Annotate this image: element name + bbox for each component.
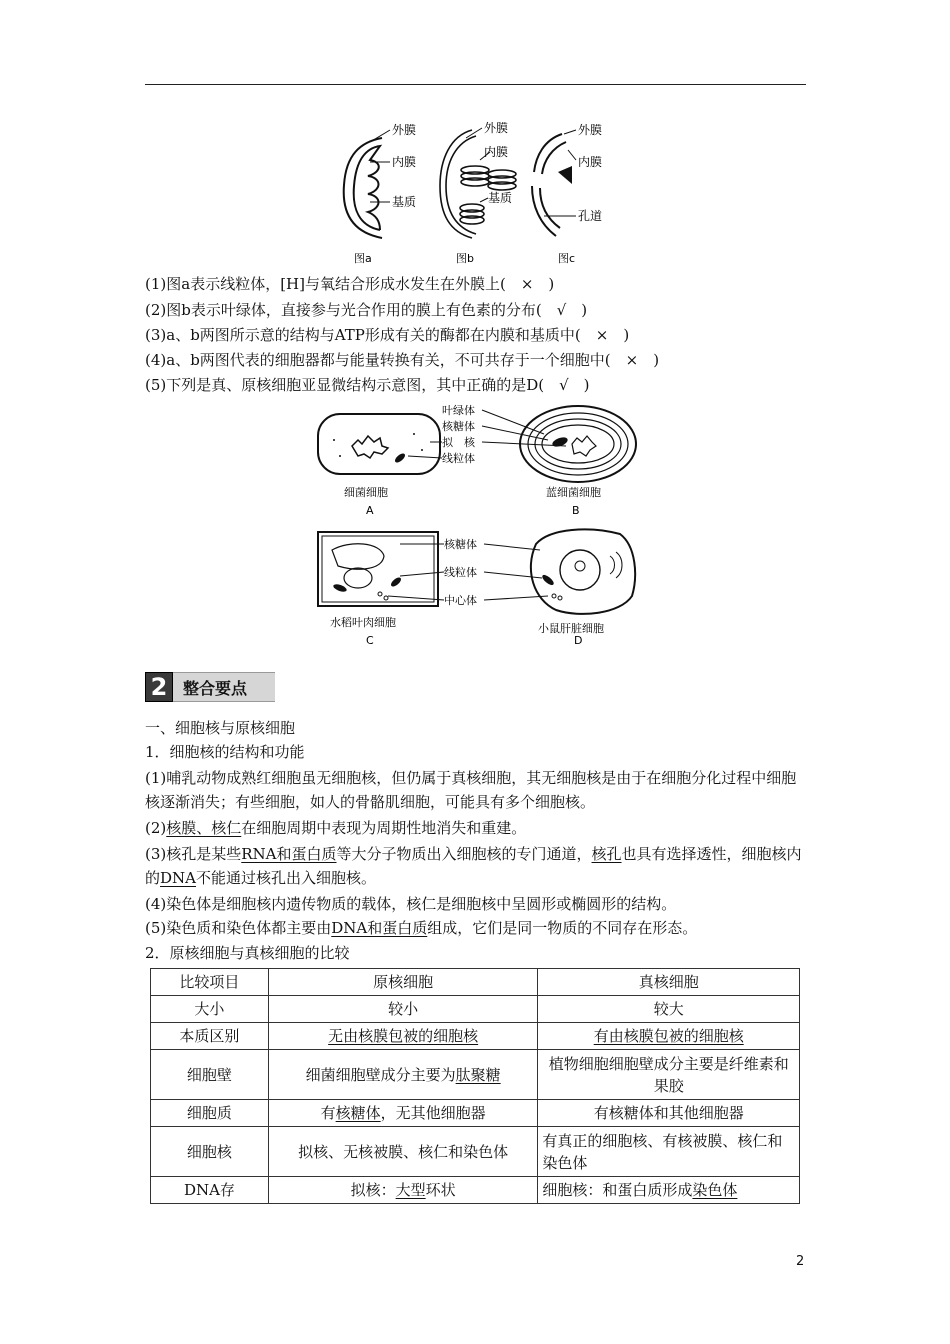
label-nucleoid: 拟 核 xyxy=(442,436,475,449)
fig-b-caption: 图b xyxy=(456,252,474,265)
cell-d-name: 小鼠肝脏细胞 xyxy=(538,622,604,635)
fig-a-inner-label: 内膜 xyxy=(392,155,417,169)
table-row: 比较项目 原核细胞 真核细胞 xyxy=(151,969,800,996)
section-number: 2 xyxy=(145,672,173,702)
comparison-table xyxy=(150,968,800,1204)
fig-b-outer-label: 外膜 xyxy=(484,121,509,135)
table-row: 细胞核 拟核、无核被膜、核仁和染色体 有真正的细胞核、有核被膜、核仁和染色体 xyxy=(151,1127,800,1177)
paragraph-2: (2)核膜、核仁在细胞周期中表现为周期性地消失和重建。 xyxy=(145,819,527,837)
table-row: 大小 较小 较大 xyxy=(151,996,800,1023)
fig-a-outer-label: 外膜 xyxy=(392,123,417,137)
label-centriole: 中心体 xyxy=(444,594,477,607)
fig-a-caption: 图a xyxy=(354,252,372,265)
table-row: DNA存 拟核：大型环状 细胞核：和蛋白质形成染色体 xyxy=(151,1177,800,1204)
table-row: 细胞质 有核糖体，无其他细胞器 有核糖体和其他细胞器 xyxy=(151,1100,800,1127)
page-number: 2 xyxy=(796,1254,805,1269)
paragraph-5: (5)染色质和染色体都主要由DNA和蛋白质组成，它们是同一物质的不同存在形态。 xyxy=(145,919,698,937)
question-4: (4)a、b两图代表的细胞器都与能量转换有关，不可共存于一个细胞中( × ) xyxy=(145,351,660,369)
paragraph-1: (1)哺乳动物成熟红细胞虽无细胞核，但仍属于真核细胞，其无细胞核是由于在细胞分化过程中细胞核逐渐消失；有些细胞，如人的骨骼肌细胞，可能具有多个细胞核。 xyxy=(145,769,797,811)
question-3: (3)a、b两图所示意的结构与ATP形成有关的酶都在内膜和基质中( × ) xyxy=(145,326,630,344)
organelle-diagram xyxy=(330,120,630,268)
cell-a-name: 细菌细胞 xyxy=(344,486,388,499)
header-rule xyxy=(145,84,806,85)
cell-c-letter: C xyxy=(366,634,374,647)
section-title: 整合要点 xyxy=(173,672,275,702)
section-badge xyxy=(145,672,275,702)
table-row: 本质区别 无由核膜包被的细胞核 有由核膜包被的细胞核 xyxy=(151,1023,800,1050)
label-chloroplast: 叶绿体 xyxy=(442,404,475,417)
figure-c xyxy=(532,134,566,236)
fig-c-pore-label: 孔道 xyxy=(578,209,603,223)
label-ribosome-2: 核糖体 xyxy=(444,538,477,551)
cell-structure-diagram xyxy=(310,400,650,650)
fig-c-caption: 图c xyxy=(558,252,576,265)
paragraph-3: (3)核孔是某些RNA和蛋白质等大分子物质出入细胞核的专门通道，核孔也具有选择透性，细胞核内的DNA不能通过核孔出入细胞核。 xyxy=(145,845,802,887)
table-row: 细胞壁 细菌细胞壁成分主要为肽聚糖 植物细胞细胞壁成分主要是纤维素和果胶 xyxy=(151,1050,800,1100)
question-1: (1)图a表示线粒体，[H]与氧结合形成水发生在外膜上( × ) xyxy=(145,275,555,293)
heading-nucleus-prokaryote: 一、细胞核与原核细胞 xyxy=(145,719,296,737)
figure-a xyxy=(344,138,382,238)
label-mitochondrion-2: 线粒体 xyxy=(444,566,477,579)
label-ribosome: 核糖体 xyxy=(442,420,475,433)
paragraph-4: (4)染色体是细胞核内遗传物质的载体，核仁是细胞核中呈圆形或椭圆形的结构。 xyxy=(145,895,677,913)
question-5: (5)下列是真、原核细胞亚显微结构示意图，其中正确的是D( √ ) xyxy=(145,376,590,394)
fig-c-inner-label: 内膜 xyxy=(578,155,603,169)
cell-b-letter: B xyxy=(572,504,580,517)
fig-b-inner-label: 内膜 xyxy=(484,145,509,159)
heading-comparison: 2．原核细胞与真核细胞的比较 xyxy=(145,944,350,962)
fig-b-matrix-label: 基质 xyxy=(488,191,513,205)
heading-nucleus-structure: 1．细胞核的结构和功能 xyxy=(145,743,305,761)
cell-a-letter: A xyxy=(366,504,374,517)
cell-b-name: 蓝细菌细胞 xyxy=(546,486,601,499)
question-2: (2)图b表示叶绿体，直接参与光合作用的膜上有色素的分布( √ ) xyxy=(145,301,588,319)
fig-a-matrix-label: 基质 xyxy=(392,195,417,209)
cell-c-name: 水稻叶肉细胞 xyxy=(330,616,396,629)
fig-c-outer-label: 外膜 xyxy=(578,123,603,137)
label-mitochondrion: 线粒体 xyxy=(442,452,475,465)
cell-d-letter: D xyxy=(574,634,583,647)
